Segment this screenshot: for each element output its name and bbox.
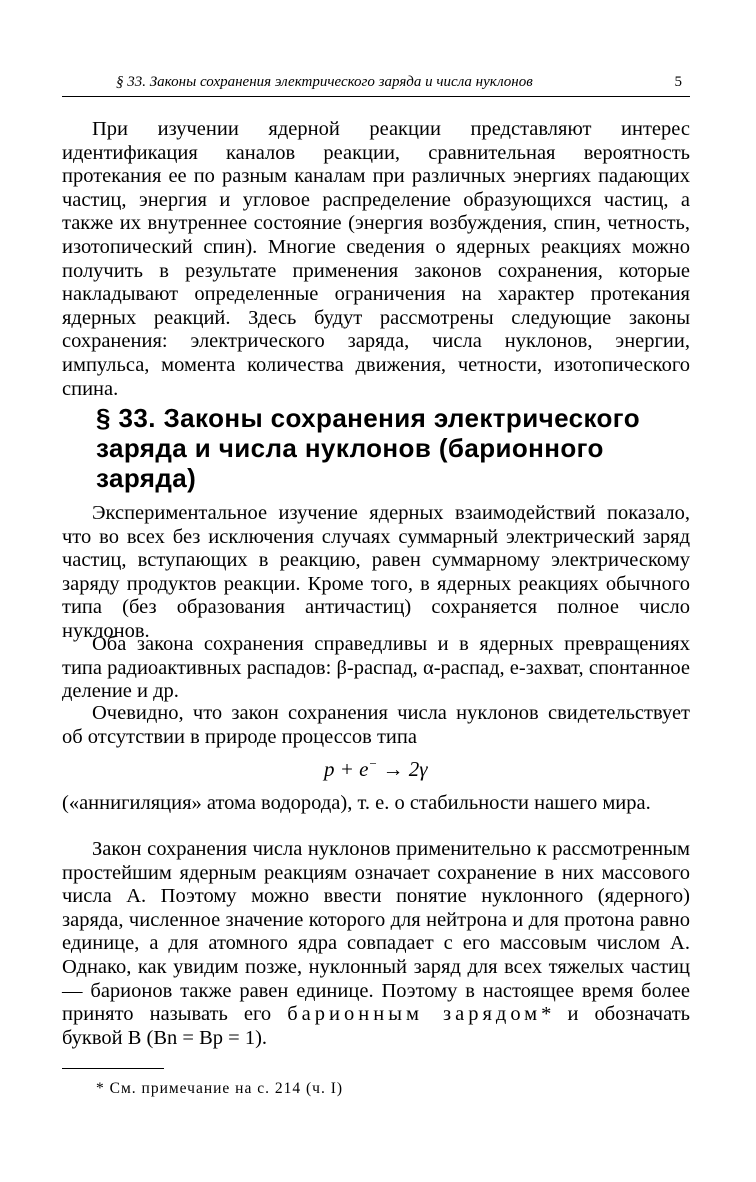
formula-right: → 2γ [377, 757, 428, 781]
formula [324, 756, 428, 782]
paragraph-2: Оба закона сохранения справедливы и в ядерных превращениях типа радиоактивных распадов: β-распад, α-распад, e-захват, спонтанное деление и др. [62, 633, 690, 703]
paragraph-5-text: Закон сохранения числа нуклонов применительно к рассмотренным простейшим ядерным реакциям означает сохранение в них массового числа A. Поэтому можно ввести понятие нуклонного (ядерного) заряда, численное значение которого для нейтрона и для протона равно единице, а для атомного ядра совпадает с его массовым числом A. Однако, как увидим позже, нуклонный заряд для всех тяжелых частиц — барионов также равен единице. Поэтому в настоящее время более принято называть его [62, 838, 690, 1026]
header-divider [62, 96, 690, 97]
paragraph-4: («аннигиляция» атома водорода), т. е. о стабильности нашего мира. [62, 792, 651, 814]
running-header-title: § 33. Законы сохранения электрического заряда и числа нуклонов [116, 74, 533, 90]
paragraph-5-end: * и обозначать буквой B (Bn = Bp = 1). [62, 1003, 690, 1049]
page-number: 5 [674, 74, 682, 90]
paragraph-1: Экспериментальное изучение ядерных взаимодействий показало, что во всех без исключения случаях суммарный электрический заряд частиц, вступающих в реакцию, равен суммарному электрическому заряду продуктов реакции. Кроме того, в ядерных реакциях обычного типа (без образования античастиц) сохраняется полное число нуклонов. [62, 502, 690, 642]
barion-charge-term: барионным зарядом [287, 1003, 542, 1026]
intro-paragraph: При изучении ядерной реакции представляют интерес идентификация каналов реакции, сравнительная вероятность протекания ее по разным каналам при различных энергиях падающих частиц, энергия и угловое распределение образующихся частиц, а также их внутреннее состояние (энергия возбуждения, спин, четность, изотопический спин). Многие сведения о ядерных реакциях можно получить в результате применения законов сохранения, которые накладывают определенные ограничения на характер протекания ядерных реакций. Здесь будут рассмотрены следующие законы сохранения: электрического заряда, числа нуклонов, энергии, импульса, момента количества движения, четности, изотопического спина. [62, 118, 690, 400]
footnote-divider [62, 1068, 164, 1069]
section-heading: § 33. Законы сохранения электрического заряда и числа нуклонов (барионного заряда) [96, 403, 640, 493]
formula-superscript: − [368, 756, 378, 771]
paragraph-5 [62, 838, 690, 1050]
paragraph-3: Очевидно, что закон сохранения числа нуклонов свидетельствует об отсутствии в природе процессов типа [62, 702, 690, 748]
formula-left: p + e [324, 757, 369, 781]
footnote: * См. примечание на с. 214 (ч. I) [96, 1080, 344, 1097]
